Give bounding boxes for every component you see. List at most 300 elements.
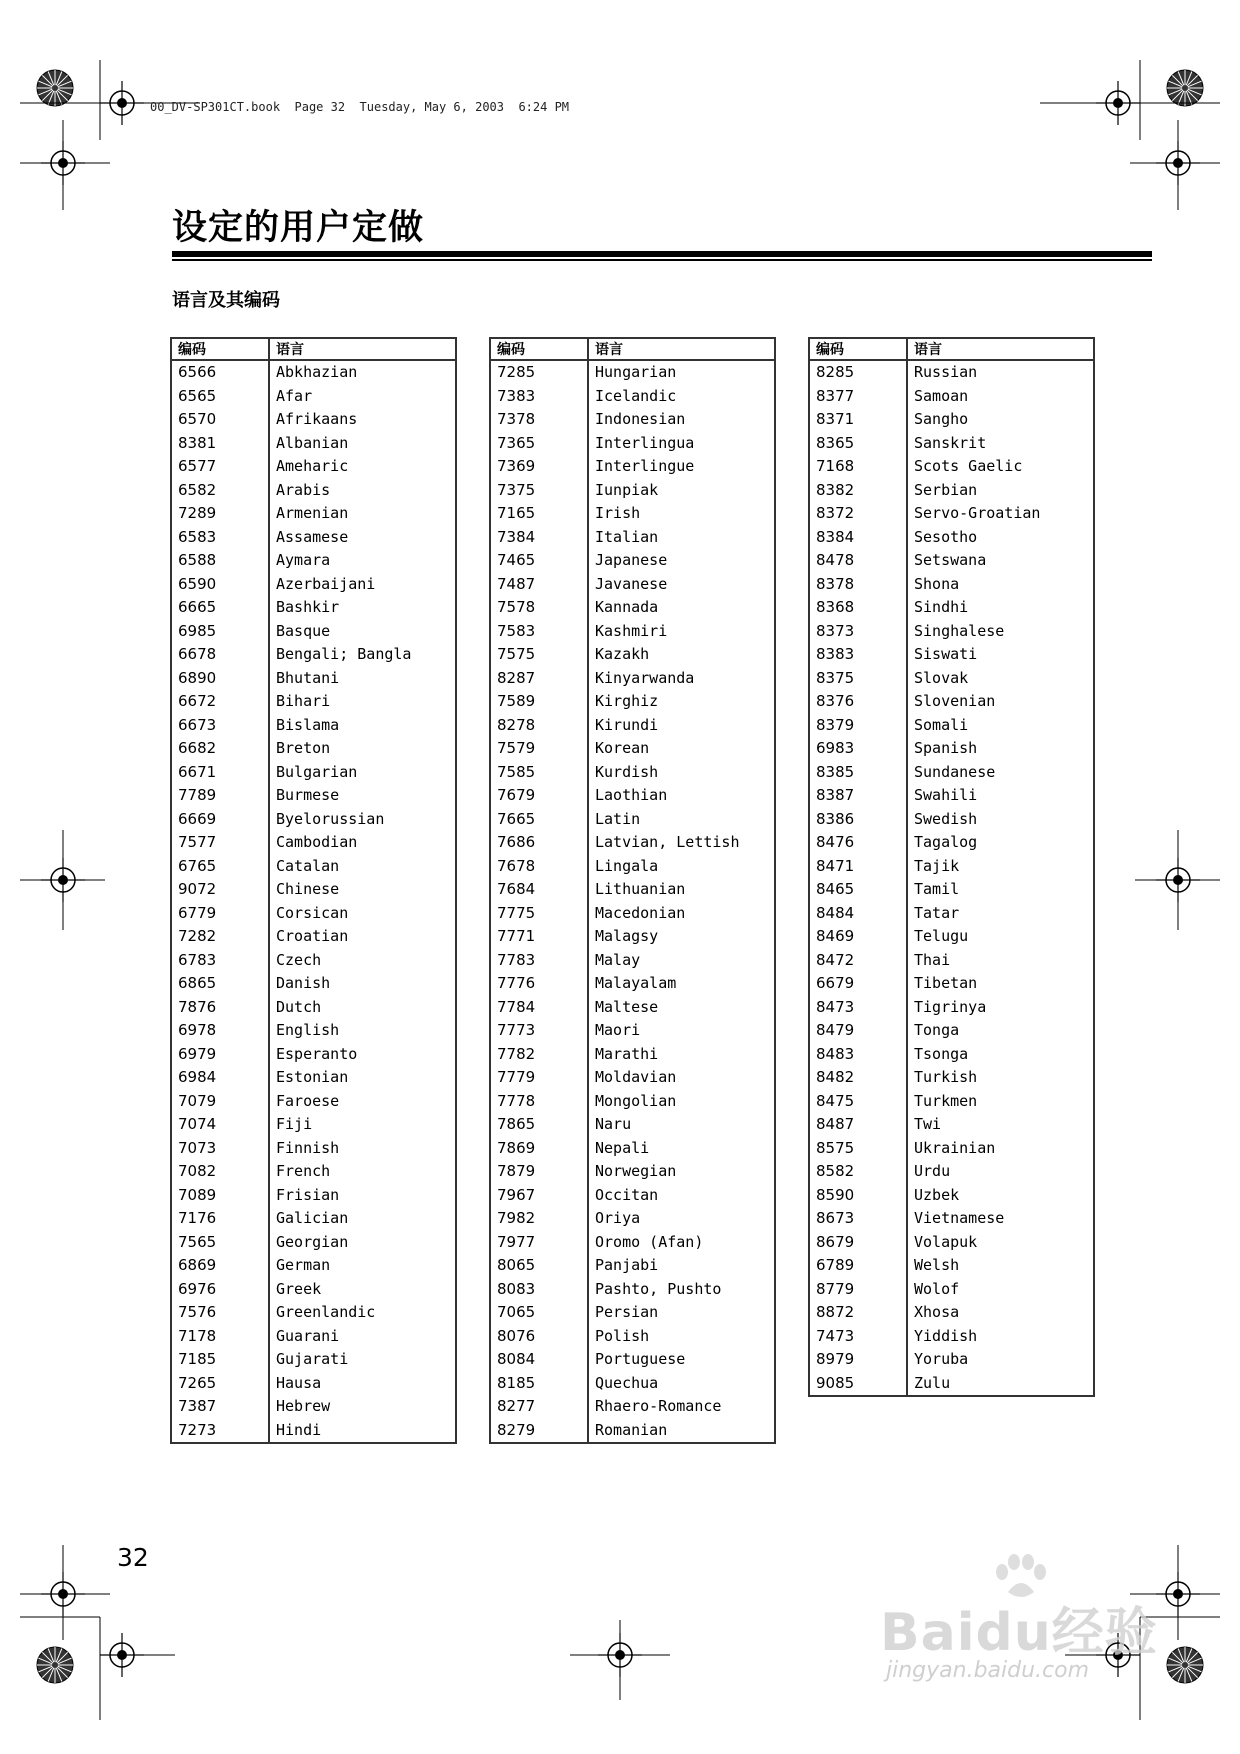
language-name: Iunpiak bbox=[595, 480, 659, 499]
table-row bbox=[171, 925, 456, 949]
table-row bbox=[490, 549, 775, 573]
table-row bbox=[490, 1137, 775, 1161]
table-row bbox=[490, 408, 775, 432]
registration-star-top-left bbox=[37, 70, 73, 106]
language-code: 8484 bbox=[809, 902, 907, 926]
language-name: Quechua bbox=[595, 1373, 659, 1392]
table-row bbox=[809, 1254, 1094, 1278]
language-name: Kazakh bbox=[595, 645, 650, 664]
table-row bbox=[490, 573, 775, 597]
language-name: Panjabi bbox=[595, 1256, 659, 1275]
language-code: 7176 bbox=[171, 1207, 269, 1231]
language-code: 7578 bbox=[490, 596, 588, 620]
table-row bbox=[809, 502, 1094, 526]
table-row bbox=[490, 502, 775, 526]
language-name: Basque bbox=[276, 621, 331, 640]
language-name: Welsh bbox=[914, 1256, 960, 1275]
language-name: Servo-Groatian bbox=[914, 504, 1041, 523]
table-row bbox=[171, 1113, 456, 1137]
language-code: 7387 bbox=[171, 1395, 269, 1419]
language-name: Serbian bbox=[914, 480, 978, 499]
language-code: 8487 bbox=[809, 1113, 907, 1137]
table-row bbox=[809, 1325, 1094, 1349]
language-name: Uzbek bbox=[914, 1185, 960, 1204]
table-row bbox=[490, 996, 775, 1020]
language-code: 8872 bbox=[809, 1301, 907, 1325]
language-code: 8185 bbox=[490, 1372, 588, 1396]
table-row bbox=[171, 502, 456, 526]
table-row bbox=[490, 1090, 775, 1114]
language-code: 9085 bbox=[809, 1372, 907, 1397]
table-row bbox=[490, 949, 775, 973]
language-name: Russian bbox=[914, 363, 978, 382]
table-row bbox=[809, 925, 1094, 949]
language-code: 7982 bbox=[490, 1207, 588, 1231]
language-code: 8065 bbox=[490, 1254, 588, 1278]
table-row bbox=[171, 831, 456, 855]
table-row bbox=[171, 714, 456, 738]
language-name: Estonian bbox=[276, 1068, 349, 1087]
table-row bbox=[490, 878, 775, 902]
language-code: 8378 bbox=[809, 573, 907, 597]
language-code: 6984 bbox=[171, 1066, 269, 1090]
language-code: 7168 bbox=[809, 455, 907, 479]
language-name: Slovak bbox=[914, 668, 969, 687]
table-row bbox=[809, 596, 1094, 620]
table-row bbox=[490, 855, 775, 879]
language-code: 7783 bbox=[490, 949, 588, 973]
language-code: 8383 bbox=[809, 643, 907, 667]
language-name: Korean bbox=[595, 739, 650, 758]
title-rule bbox=[172, 251, 1152, 257]
language-name: Telugu bbox=[914, 927, 969, 946]
language-name: Georgian bbox=[276, 1232, 349, 1251]
page-number: 32 bbox=[117, 1543, 149, 1572]
table-row bbox=[490, 1231, 775, 1255]
language-code: 8779 bbox=[809, 1278, 907, 1302]
language-name: Pashto, Pushto bbox=[595, 1279, 722, 1298]
language-code: 7289 bbox=[171, 502, 269, 526]
language-code: 8673 bbox=[809, 1207, 907, 1231]
language-code: 6976 bbox=[171, 1278, 269, 1302]
language-name: Nepali bbox=[595, 1138, 650, 1157]
language-name: Twi bbox=[914, 1115, 942, 1134]
table-body bbox=[171, 360, 456, 1443]
table-row bbox=[490, 1207, 775, 1231]
table-row bbox=[490, 808, 775, 832]
table-row bbox=[171, 1137, 456, 1161]
language-code: 6869 bbox=[171, 1254, 269, 1278]
language-code: 7789 bbox=[171, 784, 269, 808]
language-code: 7585 bbox=[490, 761, 588, 785]
language-name: Croatian bbox=[276, 927, 349, 946]
language-name: Tonga bbox=[914, 1021, 960, 1040]
language-code: 7679 bbox=[490, 784, 588, 808]
table-row bbox=[490, 479, 775, 503]
table-row bbox=[171, 455, 456, 479]
language-name: Tibetan bbox=[914, 974, 978, 993]
table-row bbox=[809, 1231, 1094, 1255]
language-code: 7577 bbox=[171, 831, 269, 855]
language-code: 6570 bbox=[171, 408, 269, 432]
table-row bbox=[809, 1043, 1094, 1067]
language-name: Hindi bbox=[276, 1420, 322, 1439]
table-row bbox=[809, 949, 1094, 973]
table-row bbox=[171, 1043, 456, 1067]
language-code: 7678 bbox=[490, 855, 588, 879]
language-name: Bengali; Bangla bbox=[276, 645, 412, 664]
section-title: 语言及其编码 bbox=[172, 290, 280, 311]
table-row bbox=[490, 1066, 775, 1090]
language-code: 8385 bbox=[809, 761, 907, 785]
language-code: 6577 bbox=[171, 455, 269, 479]
language-code: 7265 bbox=[171, 1372, 269, 1396]
language-code: 8478 bbox=[809, 549, 907, 573]
table-row bbox=[490, 1160, 775, 1184]
language-code: 6671 bbox=[171, 761, 269, 785]
language-code-table-3 bbox=[808, 337, 1095, 1397]
language-code: 7784 bbox=[490, 996, 588, 1020]
language-code: 8372 bbox=[809, 502, 907, 526]
language-name: Polish bbox=[595, 1326, 650, 1345]
language-code: 6679 bbox=[809, 972, 907, 996]
table-row bbox=[490, 596, 775, 620]
language-name: Kannada bbox=[595, 598, 659, 617]
table-row bbox=[171, 1254, 456, 1278]
table-row bbox=[809, 1090, 1094, 1114]
table-row bbox=[490, 737, 775, 761]
language-name: Burmese bbox=[276, 786, 340, 805]
language-code: 8979 bbox=[809, 1348, 907, 1372]
language-code: 7589 bbox=[490, 690, 588, 714]
header-language: 语言 bbox=[907, 338, 1094, 360]
language-name: Swahili bbox=[914, 786, 978, 805]
language-name: Lithuanian bbox=[595, 880, 686, 899]
table-row bbox=[809, 1113, 1094, 1137]
language-code: 8368 bbox=[809, 596, 907, 620]
language-name: Vietnamese bbox=[914, 1209, 1005, 1228]
table-row bbox=[490, 360, 775, 385]
table-body bbox=[809, 360, 1094, 1396]
language-name: Aymara bbox=[276, 551, 331, 570]
language-code: 7079 bbox=[171, 1090, 269, 1114]
language-code: 8479 bbox=[809, 1019, 907, 1043]
language-name: Gujarati bbox=[276, 1350, 349, 1369]
language-code: 8483 bbox=[809, 1043, 907, 1067]
language-name: Guarani bbox=[276, 1326, 340, 1345]
language-name: Malayalam bbox=[595, 974, 677, 993]
language-code: 6978 bbox=[171, 1019, 269, 1043]
table-row bbox=[490, 432, 775, 456]
language-code: 8278 bbox=[490, 714, 588, 738]
table-row bbox=[171, 1395, 456, 1419]
table-row bbox=[490, 714, 775, 738]
language-name: Dutch bbox=[276, 997, 322, 1016]
watermark-url: jingyan.baidu.com bbox=[886, 1658, 1090, 1683]
language-name: Thai bbox=[914, 950, 951, 969]
language-name: Interlingue bbox=[595, 457, 695, 476]
language-name: Romanian bbox=[595, 1420, 668, 1439]
language-code: 8373 bbox=[809, 620, 907, 644]
table-row bbox=[490, 385, 775, 409]
table-row bbox=[490, 1184, 775, 1208]
table-header-row bbox=[490, 338, 775, 360]
language-name: Singhalese bbox=[914, 621, 1005, 640]
language-code: 8084 bbox=[490, 1348, 588, 1372]
language-name: Italian bbox=[595, 527, 659, 546]
language-name: Tajik bbox=[914, 856, 960, 875]
language-code: 9072 bbox=[171, 878, 269, 902]
table-row bbox=[809, 808, 1094, 832]
language-name: Samoan bbox=[914, 386, 969, 405]
language-code-table-2 bbox=[489, 337, 776, 1444]
language-code: 7879 bbox=[490, 1160, 588, 1184]
language-name: Marathi bbox=[595, 1044, 659, 1063]
table-row bbox=[490, 526, 775, 550]
page-title: 设定的用户定做 bbox=[172, 208, 425, 248]
language-name: Tamil bbox=[914, 880, 960, 899]
language-name: Yoruba bbox=[914, 1350, 969, 1369]
language-name: Indonesian bbox=[595, 410, 686, 429]
language-code: 7576 bbox=[171, 1301, 269, 1325]
language-name: Azerbaijani bbox=[276, 574, 376, 593]
language-code: 7375 bbox=[490, 479, 588, 503]
table-row bbox=[809, 643, 1094, 667]
language-name: English bbox=[276, 1021, 340, 1040]
language-name: Sesotho bbox=[914, 527, 978, 546]
table-row bbox=[171, 643, 456, 667]
language-code: 8365 bbox=[809, 432, 907, 456]
table-row bbox=[809, 549, 1094, 573]
title-rule-thin bbox=[172, 259, 1152, 261]
language-name: Catalan bbox=[276, 856, 340, 875]
table-row bbox=[809, 526, 1094, 550]
language-name: Maori bbox=[595, 1021, 641, 1040]
language-code: 8469 bbox=[809, 925, 907, 949]
language-name: German bbox=[276, 1256, 331, 1275]
language-code: 7384 bbox=[490, 526, 588, 550]
table-row bbox=[171, 408, 456, 432]
table-row bbox=[809, 667, 1094, 691]
language-code: 7686 bbox=[490, 831, 588, 855]
table-row bbox=[809, 1019, 1094, 1043]
language-code: 8076 bbox=[490, 1325, 588, 1349]
language-name: Hebrew bbox=[276, 1397, 331, 1416]
print-header: 00_DV-SP301CT.book Page 32 Tuesday, May 6, 2003 6:24 PM bbox=[150, 100, 570, 114]
language-name: Persian bbox=[595, 1303, 659, 1322]
language-code: 6789 bbox=[809, 1254, 907, 1278]
table-row bbox=[171, 1325, 456, 1349]
table-row bbox=[490, 784, 775, 808]
language-name: Turkish bbox=[914, 1068, 978, 1087]
language-code: 7583 bbox=[490, 620, 588, 644]
language-code: 7465 bbox=[490, 549, 588, 573]
language-code: 8465 bbox=[809, 878, 907, 902]
language-name: Laothian bbox=[595, 786, 668, 805]
language-name: Frisian bbox=[276, 1185, 340, 1204]
language-name: Tagalog bbox=[914, 833, 978, 852]
language-name: Oromo (Afan) bbox=[595, 1232, 704, 1251]
language-name: French bbox=[276, 1162, 331, 1181]
language-code: 6669 bbox=[171, 808, 269, 832]
language-name: Finnish bbox=[276, 1138, 340, 1157]
language-name: Breton bbox=[276, 739, 331, 758]
language-name: Latvian, Lettish bbox=[595, 833, 740, 852]
language-code: 6583 bbox=[171, 526, 269, 550]
language-name: Byelorussian bbox=[276, 809, 385, 828]
language-name: Cambodian bbox=[276, 833, 358, 852]
language-name: Sangho bbox=[914, 410, 969, 429]
table-row bbox=[809, 1160, 1094, 1184]
table-row bbox=[809, 1137, 1094, 1161]
table-row bbox=[171, 1419, 456, 1444]
language-name: Corsican bbox=[276, 903, 349, 922]
language-code: 7579 bbox=[490, 737, 588, 761]
language-code: 7383 bbox=[490, 385, 588, 409]
table-row bbox=[809, 573, 1094, 597]
table-row bbox=[809, 360, 1094, 385]
language-code: 7771 bbox=[490, 925, 588, 949]
language-code: 7487 bbox=[490, 573, 588, 597]
language-name: Kirundi bbox=[595, 715, 659, 734]
language-code: 6582 bbox=[171, 479, 269, 503]
language-name: Bhutani bbox=[276, 668, 340, 687]
table-row bbox=[171, 972, 456, 996]
table-row bbox=[809, 996, 1094, 1020]
language-code: 8482 bbox=[809, 1066, 907, 1090]
table-row bbox=[171, 1184, 456, 1208]
language-code: 8285 bbox=[809, 360, 907, 385]
table-row bbox=[171, 1348, 456, 1372]
table-row bbox=[809, 761, 1094, 785]
language-code-table-1 bbox=[170, 337, 457, 1444]
language-code: 6588 bbox=[171, 549, 269, 573]
language-code: 7869 bbox=[490, 1137, 588, 1161]
language-code: 7782 bbox=[490, 1043, 588, 1067]
language-code: 6665 bbox=[171, 596, 269, 620]
table-row bbox=[171, 784, 456, 808]
language-name: Mongolian bbox=[595, 1091, 677, 1110]
language-name: Greenlandic bbox=[276, 1303, 376, 1322]
table-row bbox=[490, 667, 775, 691]
language-code: 7074 bbox=[171, 1113, 269, 1137]
language-code: 8083 bbox=[490, 1278, 588, 1302]
language-code: 8375 bbox=[809, 667, 907, 691]
table-row bbox=[171, 667, 456, 691]
language-name: Chinese bbox=[276, 880, 340, 899]
table-row bbox=[171, 1019, 456, 1043]
table-row bbox=[171, 1278, 456, 1302]
language-name: Scots Gaelic bbox=[914, 457, 1023, 476]
table-row bbox=[809, 902, 1094, 926]
language-name: Albanian bbox=[276, 433, 349, 452]
header-code: 编码 bbox=[490, 338, 588, 360]
table-row bbox=[171, 878, 456, 902]
table-row bbox=[809, 432, 1094, 456]
table-row bbox=[490, 761, 775, 785]
table-row bbox=[171, 1301, 456, 1325]
language-code: 7273 bbox=[171, 1419, 269, 1444]
language-code: 7282 bbox=[171, 925, 269, 949]
language-name: Urdu bbox=[914, 1162, 951, 1181]
language-name: Setswana bbox=[914, 551, 987, 570]
table-row bbox=[171, 1090, 456, 1114]
language-name: Swedish bbox=[914, 809, 978, 828]
language-code: 7089 bbox=[171, 1184, 269, 1208]
language-code: 6983 bbox=[809, 737, 907, 761]
table-row bbox=[490, 831, 775, 855]
language-code: 6890 bbox=[171, 667, 269, 691]
table-row bbox=[490, 1419, 775, 1444]
language-code: 8277 bbox=[490, 1395, 588, 1419]
language-name: Occitan bbox=[595, 1185, 659, 1204]
table-row bbox=[490, 455, 775, 479]
table-row bbox=[171, 902, 456, 926]
language-name: Assamese bbox=[276, 527, 349, 546]
table-row bbox=[809, 1066, 1094, 1090]
language-name: Maltese bbox=[595, 997, 659, 1016]
table-row bbox=[490, 1113, 775, 1137]
language-name: Slovenian bbox=[914, 692, 996, 711]
language-name: Malay bbox=[595, 950, 641, 969]
language-code: 6678 bbox=[171, 643, 269, 667]
watermark-logo: Baidu经验 bbox=[880, 1603, 1158, 1663]
language-name: Somali bbox=[914, 715, 969, 734]
language-code: 6673 bbox=[171, 714, 269, 738]
language-name: Interlingua bbox=[595, 433, 695, 452]
language-name: Japanese bbox=[595, 551, 668, 570]
table-row bbox=[171, 737, 456, 761]
language-code: 7365 bbox=[490, 432, 588, 456]
table-row bbox=[809, 690, 1094, 714]
table-row bbox=[171, 1231, 456, 1255]
language-code: 7779 bbox=[490, 1066, 588, 1090]
table-header-row bbox=[809, 338, 1094, 360]
registration-star-bottom-left bbox=[37, 1647, 73, 1683]
language-name: Rhaero-Romance bbox=[595, 1397, 722, 1416]
table-row bbox=[490, 1254, 775, 1278]
table-row bbox=[171, 432, 456, 456]
language-code: 8381 bbox=[171, 432, 269, 456]
language-name: Siswati bbox=[914, 645, 978, 664]
table-row bbox=[809, 620, 1094, 644]
table-row bbox=[171, 1066, 456, 1090]
header-code: 编码 bbox=[171, 338, 269, 360]
language-name: Tatar bbox=[914, 903, 960, 922]
table-row bbox=[809, 784, 1094, 808]
language-code: 6783 bbox=[171, 949, 269, 973]
table-row bbox=[809, 1372, 1094, 1397]
language-name: Lingala bbox=[595, 856, 659, 875]
language-code: 8473 bbox=[809, 996, 907, 1020]
language-name: Yiddish bbox=[914, 1326, 978, 1345]
language-code: 8386 bbox=[809, 808, 907, 832]
language-name: Moldavian bbox=[595, 1068, 677, 1087]
language-code: 7378 bbox=[490, 408, 588, 432]
language-code: 8476 bbox=[809, 831, 907, 855]
table-row bbox=[171, 479, 456, 503]
language-name: Galician bbox=[276, 1209, 349, 1228]
table-row bbox=[490, 1019, 775, 1043]
table-header-row bbox=[171, 338, 456, 360]
table-row bbox=[490, 1325, 775, 1349]
language-name: Afar bbox=[276, 386, 313, 405]
language-name: Greek bbox=[276, 1279, 322, 1298]
language-name: Latin bbox=[595, 809, 641, 828]
header-language: 语言 bbox=[588, 338, 775, 360]
language-code: 8679 bbox=[809, 1231, 907, 1255]
language-name: Esperanto bbox=[276, 1044, 358, 1063]
